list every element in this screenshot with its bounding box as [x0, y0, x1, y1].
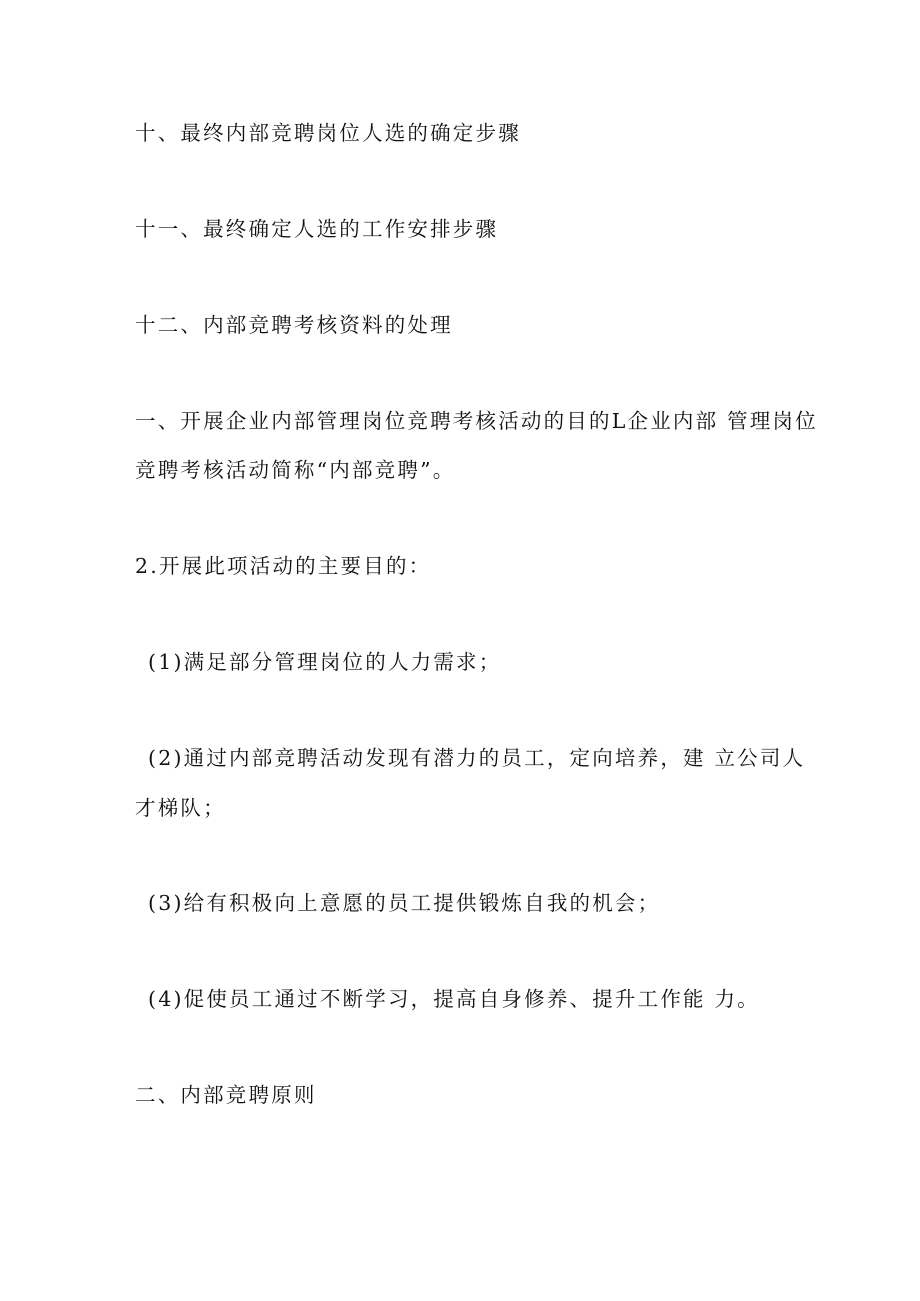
paragraph-one-line-2: 竞聘考核活动简称“内部竞聘”。: [135, 458, 456, 482]
list-item-2-line-2: 才梯队；: [135, 796, 226, 820]
list-item-4: (4)促使员工通过不断学习，提高自身修养、提升工作能 力。: [148, 987, 760, 1011]
paragraph-one-line-1: 一、开展企业内部管理岗位竞聘考核活动的目的L企业内部 管理岗位: [135, 409, 818, 433]
heading-eleven: 十一、最终确定人选的工作安排步骤: [135, 217, 499, 241]
list-intro: 2.开展此项活动的主要目的：: [135, 554, 432, 578]
section-two-heading: 二、内部竞聘原则: [135, 1083, 317, 1107]
list-item-2-line-1: (2)通过内部竞聘活动发现有潜力的员工，定向培养，建 立公司人: [148, 746, 806, 770]
list-item-1: (1)满足部分管理岗位的人力需求；: [148, 650, 502, 674]
heading-ten: 十、最终内部竞聘岗位人选的确定步骤: [135, 121, 521, 145]
heading-twelve: 十二、内部竞聘考核资料的处理: [135, 313, 453, 337]
list-item-3: (3)给有积极向上意愿的员工提供锻炼自我的机会；: [148, 891, 661, 915]
